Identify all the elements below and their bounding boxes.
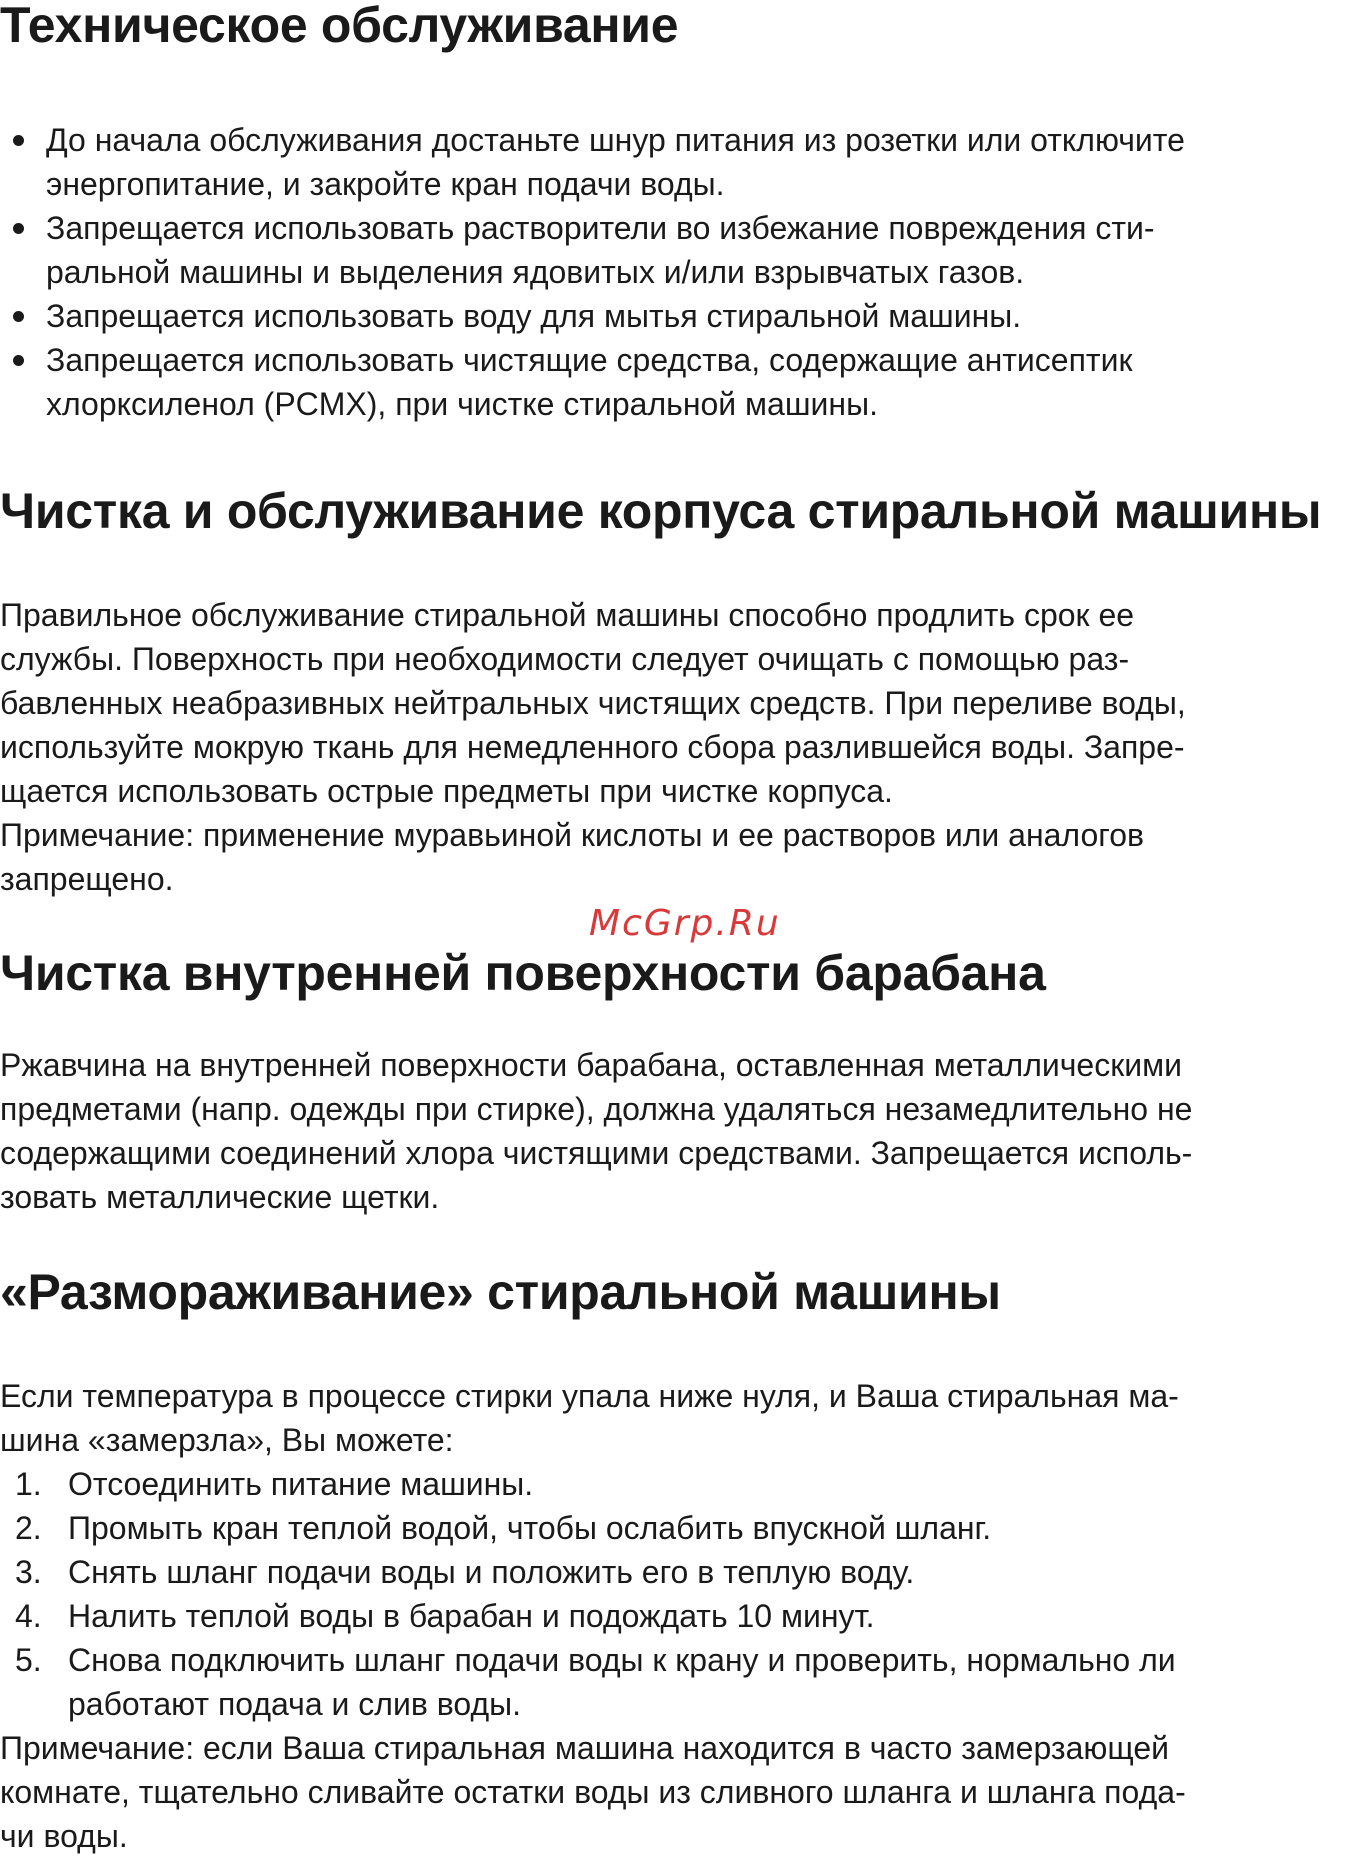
list-item: Запрещается использовать воду для мытья стиральной машины. xyxy=(0,294,1368,338)
step-number: 5. xyxy=(15,1642,42,1678)
section-heading-defrosting: «Размораживание» стиральной машины xyxy=(0,1264,1001,1320)
defrosting-steps-list xyxy=(0,1462,1368,1726)
defrosting-intro: Если температура в процессе стирки упала ниже нуля, и Ваша стиральная ма- шина «замерзла», Вы можете: xyxy=(0,1378,1179,1458)
section-heading-body-cleaning: Чистка и обслуживание корпуса стиральной машины xyxy=(0,483,1322,539)
step-number: 3. xyxy=(15,1554,42,1590)
bullet-icon xyxy=(13,135,24,146)
watermark: McGrp.Ru xyxy=(589,903,781,944)
step-number: 4. xyxy=(15,1598,42,1634)
list-item: 4. Налить теплой воды в барабан и подождать 10 минут. xyxy=(0,1594,1368,1638)
section-heading-maintenance: Техническое обслуживание xyxy=(0,0,679,53)
bullet-icon xyxy=(13,223,24,234)
drum-cleaning-paragraph: Ржавчина на внутренней поверхности барабана, оставленная металлическими предметами (напр. одежды при стирке), должна удаляться незамедлительно не содержащими соединений хлора чистящими средствами. Запрещается исполь- зовать металлические щетки. xyxy=(0,1047,1193,1215)
step-number: 1. xyxy=(15,1466,42,1502)
bullet-icon xyxy=(13,355,24,366)
list-item: 5. Снова подключить шланг подачи воды к крану и проверить, нормально ли работают подача и слив воды. xyxy=(0,1638,1368,1726)
list-item: 3. Снять шланг подачи воды и положить его в теплую воду. xyxy=(0,1550,1368,1594)
list-item: 1. Отсоединить питание машины. xyxy=(0,1462,1368,1506)
list-item: 2. Промыть кран теплой водой, чтобы ослабить впускной шланг. xyxy=(0,1506,1368,1550)
maintenance-bullet-list xyxy=(0,118,1368,426)
body-cleaning-paragraph: Правильное обслуживание стиральной машины способно продлить срок ее службы. Поверхность при необходимости следует очищать с помощью раз- бавленных неабразивных нейтральных чистящих средств. При переливе воды, используйте мокрую ткань для немедленного сбора разлившейся воды. Запре- щается использовать острые предметы при чистке корпуса. Примечание: применение муравьиной кислоты и ее растворов или аналогов запрещено. xyxy=(0,597,1186,897)
bullet-icon xyxy=(13,311,24,322)
defrosting-note: Примечание: если Ваша стиральная машина находится в часто замерзающей комнате, тщательно сливайте остатки воды из сливного шланга и шланга пода- чи воды. xyxy=(0,1730,1186,1854)
list-item: До начала обслуживания достаньте шнур питания из розетки или отключите энергопитание, и закройте кран подачи воды. xyxy=(0,118,1368,206)
step-number: 2. xyxy=(15,1510,42,1546)
section-heading-drum-cleaning: Чистка внутренней поверхности барабана xyxy=(0,945,1046,1001)
list-item: Запрещается использовать растворители во избежание повреждения сти- ральной машины и выделения ядовитых и/или взрывчатых газов. xyxy=(0,206,1368,294)
list-item: Запрещается использовать чистящие средства, содержащие антисептик хлорксиленол (PCMX), при чистке стиральной машины. xyxy=(0,338,1368,426)
